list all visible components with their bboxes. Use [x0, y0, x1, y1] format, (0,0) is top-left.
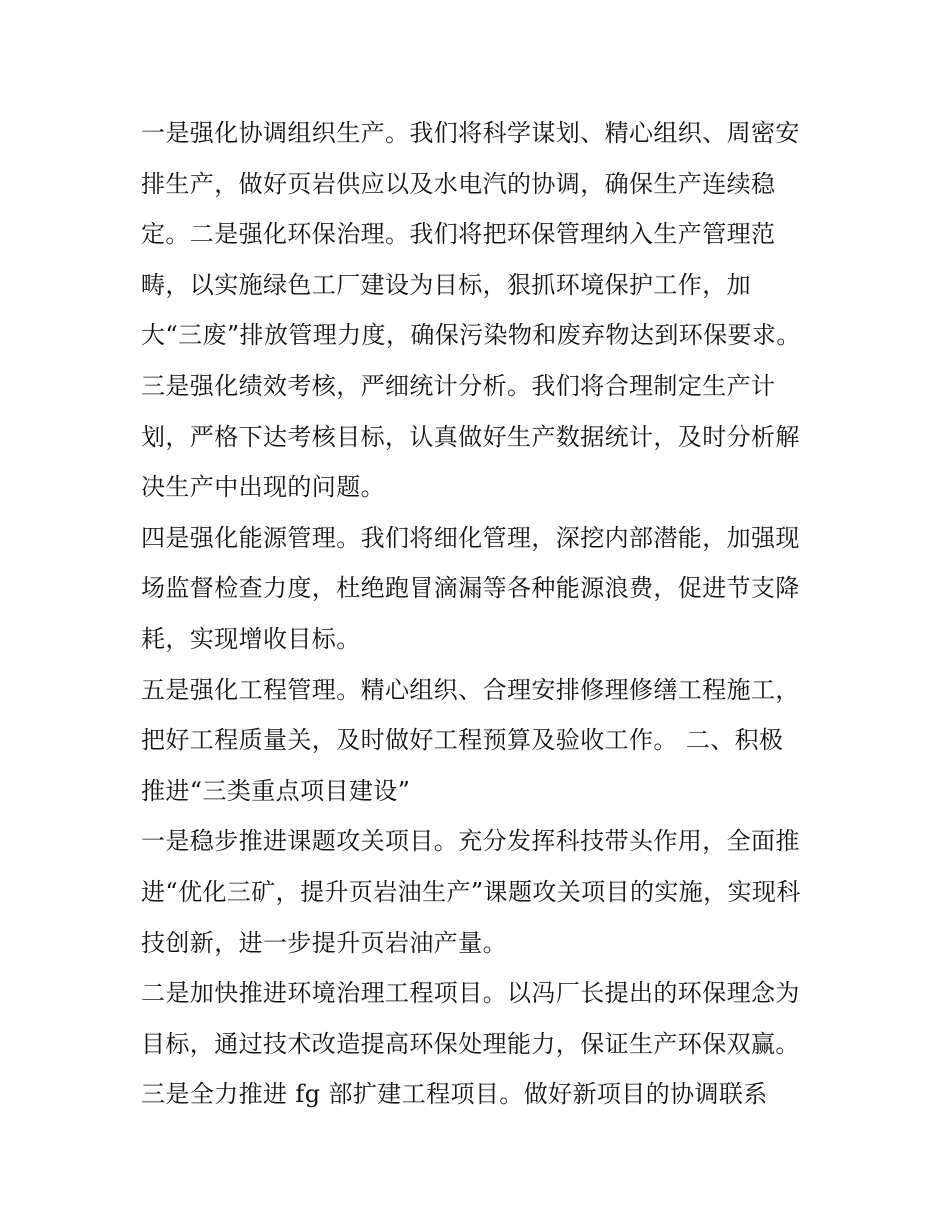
document-text-body — [141, 108, 821, 1120]
text-line: 五是强化工程管理。精心组织、合理安排修理修缮工程施工， — [141, 675, 800, 704]
text-line: 定。二是强化环保治理。我们将把环保管理纳入生产管理范 — [141, 220, 776, 249]
text-line: 一是稳步推进课题攻关项目。充分发挥科技带头作用，全面推 — [141, 827, 800, 856]
text-line: 决生产中出现的问题。 — [141, 473, 385, 502]
text-line: 进“优化三矿，提升页岩油生产”课题攻关项目的实施，实现科 — [141, 877, 801, 906]
text-line: 划，严格下达考核目标，认真做好生产数据统计，及时分析解 — [141, 422, 800, 451]
text-line: 一是强化协调组织生产。我们将科学谋划、精心组织、周密安 — [141, 119, 800, 147]
text-line: 三是全力推进 fg 部扩建工程项目。做好新项目的协调联系 — [141, 1080, 768, 1109]
text-line: 畴，以实施绿色工厂建设为目标，狠抓环境保护工作，加 — [141, 270, 751, 299]
text-line: 推进“三类重点项目建设” — [141, 776, 411, 805]
text-line: 四是强化能源管理。我们将细化管理，深挖内部潜能，加强现 — [141, 523, 800, 552]
text-line: 目标，通过技术改造提高环保处理能力，保证生产环保双赢。 — [141, 1029, 800, 1058]
text-line: 三是强化绩效考核，严细统计分析。我们将合理制定生产计 — [141, 371, 776, 400]
text-line: 场监督检查力度，杜绝跑冒滴漏等各种能源浪费，促进节支降 — [141, 574, 800, 603]
text-line: 大“三废”排放管理力度，确保污染物和废弃物达到环保要求。 — [141, 321, 801, 350]
text-line: 技创新，进一步提升页岩油产量。 — [141, 928, 507, 957]
text-line: 二是加快推进环境治理工程项目。以冯厂长提出的环保理念为 — [141, 979, 800, 1008]
text-line: 把好工程质量关，及时做好工程预算及验收工作。 二、积极 — [141, 726, 784, 755]
text-line: 排生产，做好页岩供应以及水电汽的协调，确保生产连续稳 — [141, 169, 776, 198]
text-line: 耗，实现增收目标。 — [141, 624, 361, 653]
